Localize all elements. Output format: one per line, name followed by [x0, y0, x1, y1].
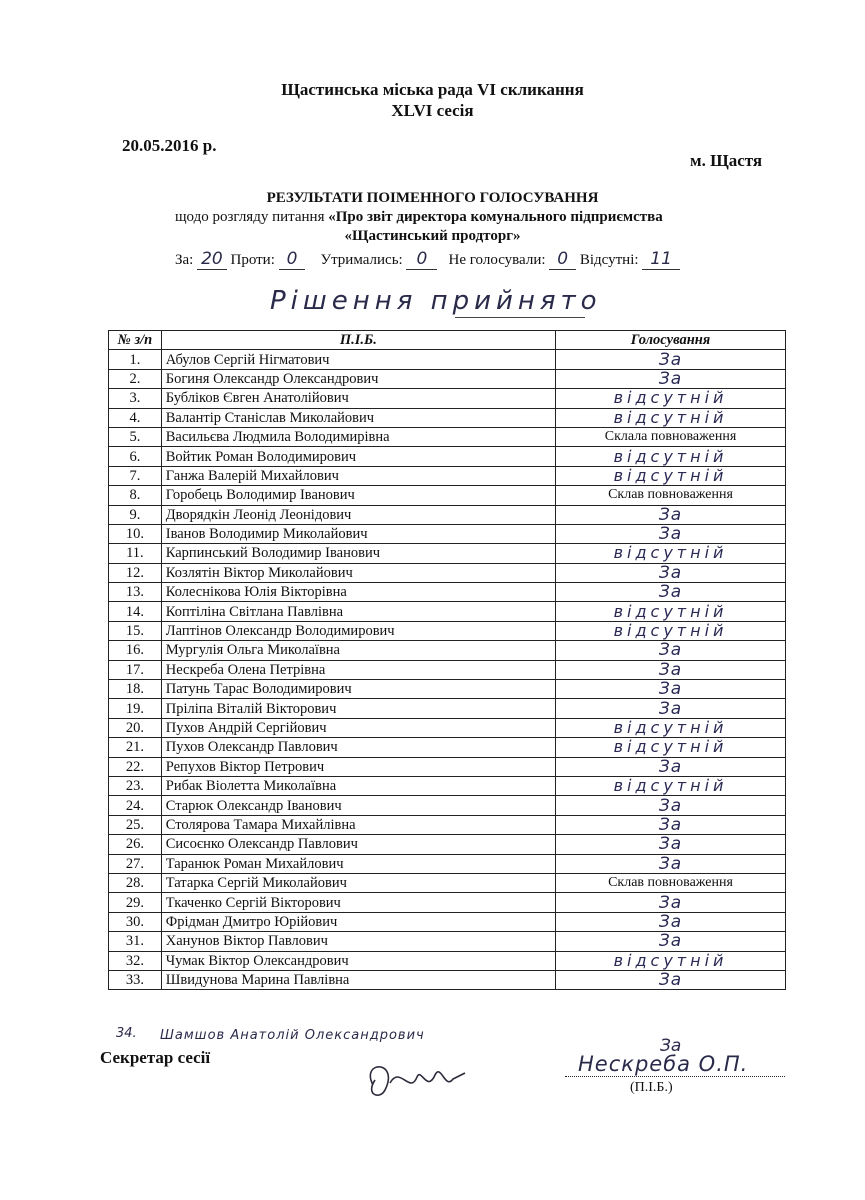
row-number: 22.	[109, 757, 162, 776]
row-vote-cell	[556, 893, 786, 912]
row-vote-cell	[556, 466, 786, 485]
row-name: Карпинський Володимир Іванович	[161, 544, 555, 563]
row-name: Ханунов Віктор Павлович	[161, 932, 555, 951]
row-vote-cell	[556, 680, 786, 699]
row-name: Богиня Олександр Олександрович	[161, 369, 555, 388]
table-row	[109, 873, 786, 892]
row-name: Коптіліна Світлана Павлівна	[161, 602, 555, 621]
row-name: Чумак Віктор Олександрович	[161, 951, 555, 970]
row-name: Горобець Володимир Іванович	[161, 486, 555, 505]
row-vote: відсутній	[613, 621, 728, 641]
table-row	[109, 641, 786, 660]
row-vote: За	[658, 911, 683, 932]
row-vote: Склав повноваження	[608, 875, 733, 891]
row-vote-cell	[556, 544, 786, 563]
row-vote-cell	[556, 718, 786, 737]
vidsutni-label: Відсутні:	[579, 252, 639, 268]
table-row	[109, 932, 786, 951]
row-name: Валантір Станіслав Миколайович	[161, 408, 555, 427]
row-vote-cell	[556, 427, 786, 446]
table-row	[109, 427, 786, 446]
row-vote: За	[658, 892, 683, 913]
proty-label: Проти:	[230, 252, 275, 268]
table-row	[109, 835, 786, 854]
row-name: Колеснікова Юлія Вікторівна	[161, 583, 555, 602]
row-vote: За	[658, 524, 683, 545]
row-number: 13.	[109, 583, 162, 602]
row-vote-cell	[556, 912, 786, 931]
decision-handwritten: Рішення прийнято	[270, 286, 602, 316]
row-number: 30.	[109, 912, 162, 931]
ne-golos-label: Не голосували:	[448, 252, 546, 268]
row-vote: За	[658, 349, 683, 370]
row-number: 33.	[109, 970, 162, 989]
table-row	[109, 718, 786, 737]
row-name: Швидунова Марина Павлівна	[161, 970, 555, 989]
row-vote-cell	[556, 350, 786, 369]
row-vote: відсутній	[613, 776, 728, 796]
secretary-name: Нескреба О.П.	[578, 1052, 749, 1076]
row-number: 6.	[109, 447, 162, 466]
row-name: Старюк Олександр Іванович	[161, 796, 555, 815]
row-number: 5.	[109, 427, 162, 446]
row-vote-cell	[556, 486, 786, 505]
row-vote-cell	[556, 738, 786, 757]
row-number: 20.	[109, 718, 162, 737]
row-name: Патунь Тарас Володимирович	[161, 680, 555, 699]
row-name: Козлятін Віктор Миколайович	[161, 563, 555, 582]
table-row	[109, 389, 786, 408]
row-vote-cell	[556, 796, 786, 815]
row-number: 17.	[109, 660, 162, 679]
row-number: 10.	[109, 524, 162, 543]
row-number: 3.	[109, 389, 162, 408]
row-name: Сисоєнко Олександр Павлович	[161, 835, 555, 854]
table-row	[109, 466, 786, 485]
row-vote-cell	[556, 621, 786, 640]
table-row	[109, 408, 786, 427]
row-vote: За	[658, 970, 683, 991]
utrym-value: 0	[406, 249, 437, 270]
row-vote: відсутній	[613, 407, 728, 427]
row-number: 12.	[109, 563, 162, 582]
row-number: 1.	[109, 350, 162, 369]
row-name: Нескреба Олена Петрівна	[161, 660, 555, 679]
row-name: Пухов Олександр Павлович	[161, 738, 555, 757]
table-row	[109, 505, 786, 524]
row-vote: відсутній	[613, 388, 728, 408]
row-vote: За	[658, 659, 683, 680]
table-row	[109, 524, 786, 543]
secretary-label: Секретар сесії	[100, 1048, 211, 1067]
row-vote: За	[658, 814, 683, 835]
table-row	[109, 544, 786, 563]
row-name: Пухов Андрій Сергійович	[161, 718, 555, 737]
table-row	[109, 893, 786, 912]
table-row	[109, 796, 786, 815]
table-row	[109, 951, 786, 970]
row-vote: За	[658, 562, 683, 583]
row-number: 25.	[109, 815, 162, 834]
subject-text-1: «Про звіт директора комунального підприємства	[328, 209, 663, 225]
row-name: Лаптінов Олександр Володимирович	[161, 621, 555, 640]
table-row	[109, 912, 786, 931]
table-header-row	[109, 331, 786, 350]
secretary-name-line	[565, 1076, 785, 1077]
table-row	[109, 350, 786, 369]
pib-label: (П.І.Б.)	[630, 1080, 673, 1095]
row-vote-cell	[556, 873, 786, 892]
col-header-num: № з/п	[109, 331, 162, 350]
row-vote-cell	[556, 563, 786, 582]
table-row	[109, 563, 786, 582]
table-row	[109, 486, 786, 505]
row-vote: За	[658, 853, 683, 874]
row-vote-cell	[556, 583, 786, 602]
row-vote-cell	[556, 835, 786, 854]
table-row	[109, 447, 786, 466]
table-row	[109, 660, 786, 679]
row-vote-cell	[556, 505, 786, 524]
row-number: 15.	[109, 621, 162, 640]
row-number: 27.	[109, 854, 162, 873]
table-row	[109, 970, 786, 989]
table-row	[109, 815, 786, 834]
row-number: 28.	[109, 873, 162, 892]
subject-prefix: щодо розгляду питання	[175, 209, 325, 225]
row-vote: відсутній	[613, 737, 728, 757]
row-vote-cell	[556, 660, 786, 679]
table-row	[109, 738, 786, 757]
row-vote: Склав повноваження	[608, 487, 733, 503]
row-number: 29.	[109, 893, 162, 912]
row-vote: За	[658, 756, 683, 777]
row-vote: відсутній	[613, 446, 728, 466]
row-name: Іванов Володимир Миколайович	[161, 524, 555, 543]
table-row	[109, 602, 786, 621]
table-row	[109, 854, 786, 873]
table-row	[109, 776, 786, 795]
row-name: Столярова Тамара Михайлівна	[161, 815, 555, 834]
row-name: Дворядкін Леонід Леонідович	[161, 505, 555, 524]
row-vote-cell	[556, 602, 786, 621]
row-number: 19.	[109, 699, 162, 718]
row-name: Бубліков Євген Анатолійович	[161, 389, 555, 408]
row-vote: відсутній	[613, 601, 728, 621]
col-header-name: П.І.Б.	[161, 331, 555, 350]
table-row	[109, 621, 786, 640]
extra-row-num: 34.	[116, 1026, 137, 1041]
row-vote-cell	[556, 951, 786, 970]
row-vote: За	[658, 640, 683, 661]
city-name: м. Щастя	[690, 151, 763, 170]
session-title: XLVI сесія	[391, 101, 474, 120]
row-name: Васильєва Людмила Володимирівна	[161, 427, 555, 446]
row-number: 31.	[109, 932, 162, 951]
row-name: Войтик Роман Володимирович	[161, 447, 555, 466]
row-vote-cell	[556, 932, 786, 951]
row-number: 2.	[109, 369, 162, 388]
ne-golos-value: 0	[549, 249, 576, 270]
table-row	[109, 583, 786, 602]
col-header-vote: Голосування	[556, 331, 786, 350]
secretary-signature	[355, 1055, 485, 1105]
row-name: Рибак Віолетта Миколаївна	[161, 776, 555, 795]
row-number: 21.	[109, 738, 162, 757]
row-number: 4.	[109, 408, 162, 427]
subject-line-2: «Щастинський продторг»	[344, 228, 521, 244]
row-vote-cell	[556, 447, 786, 466]
row-vote: За	[658, 698, 683, 719]
row-name: Абулов Сергій Нігматович	[161, 350, 555, 369]
table-row	[109, 680, 786, 699]
document-date: 20.05.2016 р.	[122, 136, 217, 155]
row-vote-cell	[556, 699, 786, 718]
utrym-label: Утримались:	[320, 252, 403, 268]
row-vote: відсутній	[613, 950, 728, 970]
row-number: 32.	[109, 951, 162, 970]
row-number: 18.	[109, 680, 162, 699]
row-vote: Склала повноваження	[604, 429, 737, 445]
row-name: Ганжа Валерій Михайлович	[161, 466, 555, 485]
row-vote: відсутній	[613, 465, 728, 485]
table-row	[109, 699, 786, 718]
row-vote-cell	[556, 970, 786, 989]
row-number: 11.	[109, 544, 162, 563]
row-name: Репухов Віктор Петрович	[161, 757, 555, 776]
row-vote-cell	[556, 524, 786, 543]
row-vote: За	[658, 931, 683, 952]
proty-value: 0	[279, 249, 306, 270]
row-number: 24.	[109, 796, 162, 815]
row-vote-cell	[556, 389, 786, 408]
row-vote-cell	[556, 757, 786, 776]
tally-line	[175, 249, 680, 269]
voting-table	[108, 330, 786, 990]
row-vote: відсутній	[613, 718, 728, 737]
doc-title: РЕЗУЛЬТАТИ ПОІМЕННОГО ГОЛОСУВАННЯ	[266, 190, 599, 206]
row-name: Таранюк Роман Михайлович	[161, 854, 555, 873]
row-vote: За	[658, 582, 683, 603]
row-vote-cell	[556, 776, 786, 795]
row-vote: За	[658, 504, 683, 525]
za-value: 20	[197, 249, 227, 270]
row-number: 8.	[109, 486, 162, 505]
row-number: 7.	[109, 466, 162, 485]
row-number: 9.	[109, 505, 162, 524]
row-vote-cell	[556, 408, 786, 427]
row-vote-cell	[556, 815, 786, 834]
row-name: Фрідман Дмитро Юрійович	[161, 912, 555, 931]
row-number: 23.	[109, 776, 162, 795]
row-number: 26.	[109, 835, 162, 854]
za-label: За:	[175, 252, 194, 268]
row-vote-cell	[556, 854, 786, 873]
table-body	[109, 350, 786, 990]
subject-line-1	[175, 209, 663, 226]
row-vote: За	[658, 834, 683, 855]
council-title: Щастинська міська рада VI скликання	[281, 80, 584, 99]
row-vote: відсутній	[613, 543, 728, 563]
table-row	[109, 369, 786, 388]
row-vote-cell	[556, 641, 786, 660]
row-vote: За	[658, 679, 683, 700]
decision-underline	[455, 317, 585, 318]
row-number: 14.	[109, 602, 162, 621]
row-vote: За	[658, 795, 683, 816]
row-name: Пріліпа Віталій Вікторович	[161, 699, 555, 718]
table-row	[109, 757, 786, 776]
row-name: Ткаченко Сергій Вікторович	[161, 893, 555, 912]
row-number: 16.	[109, 641, 162, 660]
vidsutni-value: 11	[642, 249, 680, 270]
extra-row-vote: За	[660, 1036, 682, 1056]
row-name: Мургулія Ольга Миколаївна	[161, 641, 555, 660]
row-name: Татарка Сергій Миколайович	[161, 873, 555, 892]
row-vote-cell	[556, 369, 786, 388]
row-vote: За	[658, 368, 683, 389]
extra-row-name: Шамшов Анатолій Олександрович	[160, 1028, 425, 1043]
